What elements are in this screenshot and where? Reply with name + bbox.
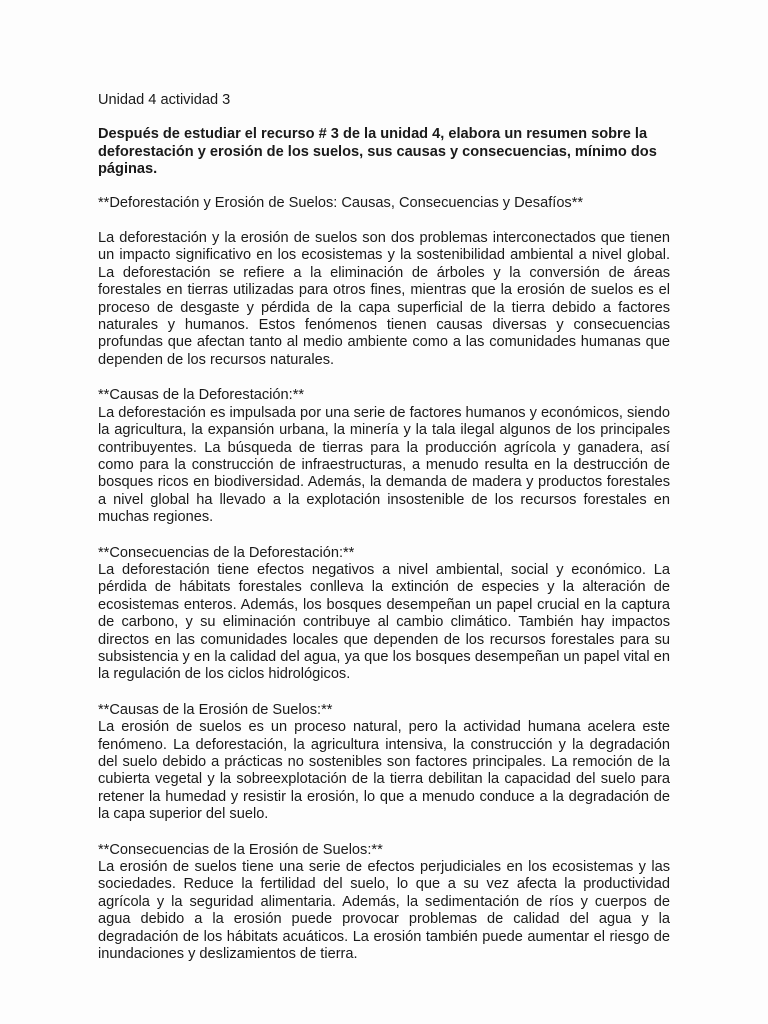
section-body: La deforestación tiene efectos negativos a nivel ambiental, social y económico. La pérdida de hábitats forestales conlleva la extinción de especies y la alteración de ecosistemas enteros. Además, los bosques desempeñan un papel crucial en la captura de carbono, y su eliminación contribuye al cambio climático. También hay impactos directos en las comunidades locales que dependen de los recursos forestales para su subsistencia y en la calidad del agua, ya que los bosques desempeñan un papel vital en la regulación de los ciclos hidrológicos. (98, 561, 670, 683)
section-causes-deforestation (98, 387, 670, 526)
section-consequences-erosion (98, 842, 670, 964)
instruction-text: Después de estudiar el recurso # 3 de la unidad 4, elabora un resumen sobre la deforestación y erosión de los suelos, sus causas y consecuencias, mínimo dos páginas. (98, 126, 657, 178)
intro-paragraph: La deforestación y la erosión de suelos son dos problemas interconectados que tienen un impacto significativo en los ecosistemas y la sostenibilidad ambiental a nivel global. La deforestación se refiere a la eliminación de árboles y la conversión de áreas forestales en tierras utilizadas para otros fines, mientras que la erosión de suelos es el proceso de desgaste y pérdida de la capa superficial de la tierra debido a factores naturales y humanos. Estos fenómenos tienen causas diversas y consecuencias profundas que afectan tanto al medio ambiente como a las comunidades humanas que dependen de los recursos naturales. (98, 230, 670, 368)
document-title: **Deforestación y Erosión de Suelos: Causas, Consecuencias y Desafíos** (98, 194, 584, 211)
unit-line: Unidad 4 actividad 3 (98, 92, 231, 108)
section-causes-erosion (98, 702, 670, 824)
section-heading: **Causas de la Erosión de Suelos:** (98, 701, 333, 718)
section-body: La erosión de suelos es un proceso natural, pero la actividad humana acelera este fenómeno. La deforestación, la agricultura intensiva, la construcción y la degradación del suelo debido a prácticas no sostenibles son factores principales. La remoción de la cubierta vegetal y la sobreexplotación de la tierra debilitan la capacidad del suelo para retener la humedad y resistir la erosión, lo que a menudo conduce a la degradación de la capa superior del suelo. (98, 719, 670, 823)
section-heading: **Consecuencias de la Deforestación:** (98, 544, 355, 561)
section-heading: **Causas de la Deforestación:** (98, 387, 305, 404)
section-body: La deforestación es impulsada por una serie de factores humanos y económicos, siendo la agricultura, la expansión urbana, la minería y la tala ilegal algunos de los principales contribuyentes. La búsqueda de tierras para la producción agrícola y ganadera, así como para la construcción de infraestructuras, a menudo resulta en la destrucción de bosques ricos en biodiversidad. Además, la demanda de madera y productos forestales a nivel global ha llevado a la explotación insostenible de los recursos forestales en muchas regiones. (98, 404, 670, 526)
section-body: La erosión de suelos tiene una serie de efectos perjudiciales en los ecosistemas y las sociedades. Reduce la fertilidad del suelo, lo que a su vez afecta la productividad agrícola y la seguridad alimentaria. Además, la sedimentación de ríos y cuerpos de agua debido a la erosión puede provocar problemas de calidad del agua y la degradación de los hábitats acuáticos. La erosión también puede aumentar el riesgo de inundaciones y deslizamientos de tierra. (98, 859, 670, 963)
section-consequences-deforestation (98, 545, 670, 684)
section-heading: **Consecuencias de la Erosión de Suelos:** (98, 841, 383, 858)
